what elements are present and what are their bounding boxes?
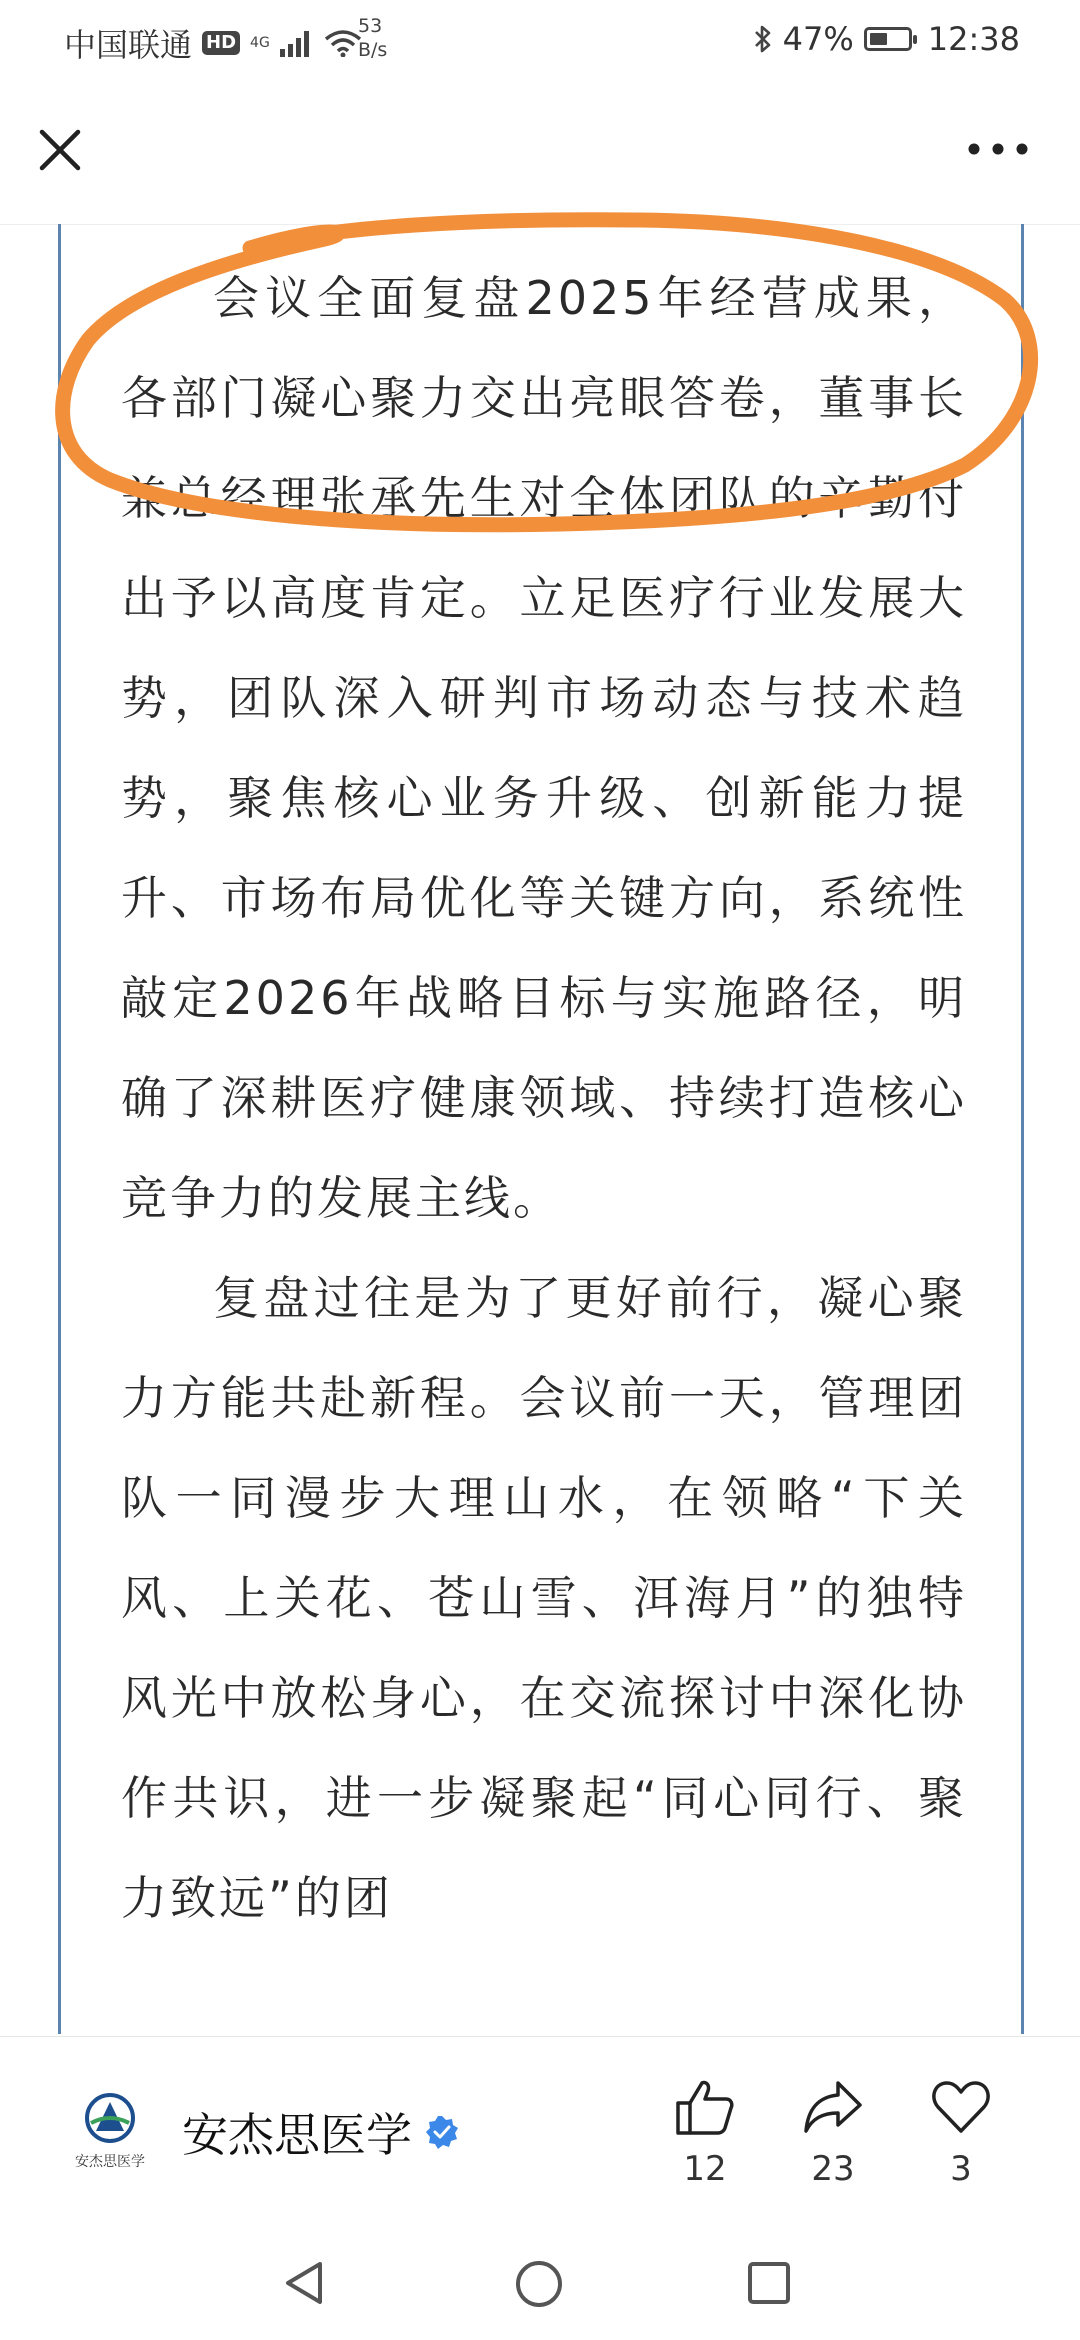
signal-icon: [280, 29, 314, 57]
favorite-button[interactable]: [906, 2077, 1016, 2189]
more-options-button[interactable]: [964, 134, 1032, 164]
logo-icon: [83, 2091, 137, 2145]
share-icon: [802, 2077, 864, 2137]
clock-time: 12:38: [927, 20, 1020, 58]
heart-icon: [930, 2077, 992, 2137]
verified-icon: [424, 2114, 460, 2150]
battery-icon: [864, 27, 912, 51]
battery-level: [870, 33, 887, 45]
recents-icon: [744, 2258, 794, 2308]
system-nav-bar: [0, 2226, 1080, 2340]
article-paragraph-2: 复盘过往是为了更好前行，凝心聚力方能共赴新程。会议前一天，管理团队一同漫步大理山水，在领略“下关风、上关花、苍山雪、洱海月”的独特风光中放松身心，在交流探讨中深化协作共识，进一步凝聚起“同心同行、聚力致远”的团: [121, 1271, 967, 1925]
close-icon: [30, 120, 90, 180]
back-button[interactable]: [280, 2258, 330, 2312]
wifi-icon: [324, 29, 362, 57]
favorite-count: 3: [950, 2149, 972, 2189]
hd-badge: HD: [202, 31, 240, 55]
author-logo[interactable]: [64, 2091, 156, 2171]
status-left: [64, 20, 362, 66]
more-icon: [964, 134, 1032, 164]
recents-button[interactable]: [744, 2258, 794, 2312]
author-bar: [0, 2036, 1080, 2227]
like-button[interactable]: [650, 2077, 760, 2189]
thumbs-up-icon: [674, 2077, 736, 2137]
home-icon: [513, 2258, 565, 2310]
close-button[interactable]: [30, 120, 90, 180]
status-bar: [0, 0, 1080, 84]
speed-unit: B/s: [358, 39, 388, 61]
top-nav-bar: [0, 84, 1080, 225]
status-right: [753, 20, 1020, 58]
logo-caption: 安杰思医学: [75, 2154, 145, 2170]
article-content[interactable]: [58, 224, 1024, 2034]
battery-percent: 47%: [782, 20, 854, 58]
back-icon: [280, 2258, 330, 2308]
carrier-name: 中国联通: [64, 26, 193, 64]
network-type: 4G: [250, 35, 270, 51]
bluetooth-icon: [753, 23, 773, 55]
share-button[interactable]: [778, 2077, 888, 2189]
author-name[interactable]: [182, 2099, 460, 2165]
author-name-text: 安杰思医学: [182, 2108, 412, 2162]
article-body: [121, 248, 967, 1948]
article-paragraph-1: 会议全面复盘2025年经营成果，各部门凝心聚力交出亮眼答卷，董事长兼总经理张承先生对全体团队的辛勤付出予以高度肯定。立足医疗行业发展大势，团队深入研判市场动态与技术趋势，聚焦核心业务升级、创新能力提升、市场布局优化等关键方向，系统性敲定2026年战略目标与实施路径，明确了深耕医疗健康领域、持续打造核心竞争力的发展主线。: [121, 271, 967, 1225]
home-button[interactable]: [513, 2258, 565, 2314]
speed-value: 53: [358, 15, 383, 37]
network-speed: [358, 14, 387, 62]
like-count: 12: [683, 2149, 727, 2189]
share-count: 23: [811, 2149, 855, 2189]
